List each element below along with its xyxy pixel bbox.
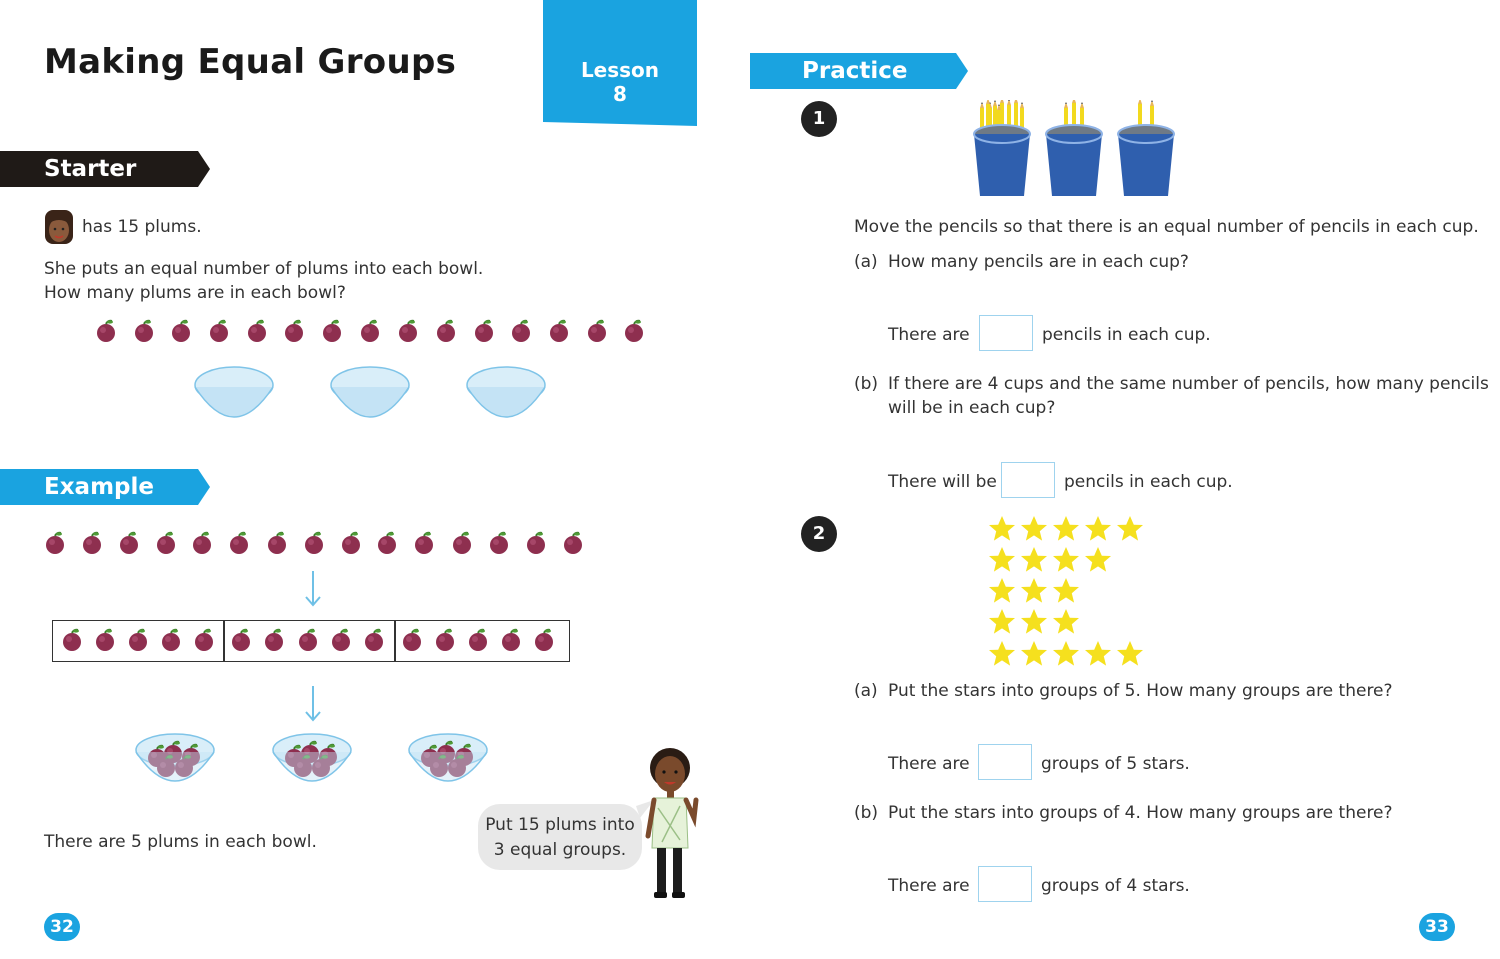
q1-a-label: (a)	[854, 252, 878, 272]
star-icon	[1053, 609, 1079, 634]
q1-instruction: Move the pencils so that there is an equal number of pencils in each cup.	[854, 217, 1479, 237]
star-icon	[1085, 516, 1111, 541]
bowl-icon	[467, 367, 545, 417]
q1-b-text1: If there are 4 cups and the same number of pencils, how many pencils	[888, 374, 1489, 394]
page-number-right: 33	[1419, 913, 1455, 941]
q1-b-before: There will be	[888, 472, 997, 492]
plum-icon	[512, 320, 530, 342]
page-title: Making Equal Groups	[44, 42, 457, 82]
plum-icon	[120, 532, 138, 554]
plum-icon	[46, 532, 64, 554]
bowl-icon	[409, 734, 487, 781]
q1-a-answer-box[interactable]	[979, 315, 1033, 351]
star-icon	[1085, 641, 1111, 666]
pencil-cup-icon	[1046, 125, 1102, 196]
q1-b-answer-box[interactable]	[1001, 462, 1055, 498]
starter-heading: Starter	[44, 156, 137, 182]
lesson-number: 8	[613, 82, 627, 106]
grouped-plums-box	[52, 620, 570, 662]
star-icon	[1021, 609, 1047, 634]
girl-avatar-icon	[44, 208, 74, 246]
lesson-tab	[543, 0, 697, 126]
bowl-icon	[331, 367, 409, 417]
plum-icon	[83, 532, 101, 554]
star-group	[986, 512, 1148, 672]
speech-bubble	[478, 804, 642, 870]
star-icon	[989, 547, 1015, 572]
star-icon	[1053, 641, 1079, 666]
practice-heading: Practice	[802, 58, 908, 84]
practice-banner	[750, 53, 968, 89]
question-1-number: 1	[801, 101, 837, 137]
q2-a-text: Put the stars into groups of 5. How many groups are there?	[888, 681, 1393, 701]
star-icon	[1021, 516, 1047, 541]
q2-a-before: There are	[888, 754, 970, 774]
plum-icon	[550, 320, 568, 342]
pencil-cup-icon	[1118, 125, 1174, 196]
bowl-icon	[136, 734, 214, 781]
starter-line2: She puts an equal number of plums into each bowl.	[44, 259, 484, 279]
q2-a-after: groups of 5 stars.	[1041, 754, 1190, 774]
plum-icon	[210, 320, 228, 342]
plum-icon	[399, 320, 417, 342]
boy-character-icon	[640, 740, 702, 902]
q2-a-answer-box[interactable]	[978, 744, 1032, 780]
plum-icon	[248, 320, 266, 342]
pencil-cups	[966, 100, 1186, 202]
starter-illustration	[80, 315, 670, 435]
star-icon	[1021, 641, 1047, 666]
q2-b-answer-box[interactable]	[978, 866, 1032, 902]
starter-banner	[0, 151, 210, 187]
speech-line1: Put 15 plums into	[485, 815, 635, 835]
plum-icon	[157, 532, 175, 554]
plum-icon	[230, 532, 248, 554]
q2-b-after: groups of 4 stars.	[1041, 876, 1190, 896]
q1-a-after: pencils in each cup.	[1042, 325, 1211, 345]
plum-icon	[285, 320, 303, 342]
plum-icon	[415, 532, 433, 554]
plum-icon	[625, 320, 643, 342]
q1-b-label: (b)	[854, 374, 879, 394]
starter-line1: has 15 plums.	[82, 217, 202, 237]
q1-a-text: How many pencils are in each cup?	[888, 252, 1189, 272]
plum-icon	[305, 532, 323, 554]
plum-icon	[588, 320, 606, 342]
plum-icon	[490, 532, 508, 554]
question-2-number: 2	[801, 516, 837, 552]
q2-b-text: Put the stars into groups of 4. How many groups are there?	[888, 803, 1393, 823]
plum-icon	[564, 532, 582, 554]
plum-icon	[475, 320, 493, 342]
star-icon	[1053, 547, 1079, 572]
lesson-label: Lesson	[580, 58, 660, 82]
page-number-left: 32	[44, 913, 80, 941]
plum-icon	[527, 532, 545, 554]
plum-icon	[342, 532, 360, 554]
example-conclusion: There are 5 plums in each bowl.	[44, 832, 317, 852]
star-icon	[989, 641, 1015, 666]
star-icon	[1117, 641, 1143, 666]
plum-icon	[268, 532, 286, 554]
star-icon	[989, 609, 1015, 634]
star-icon	[989, 516, 1015, 541]
plum-icon	[378, 532, 396, 554]
starter-line3: How many plums are in each bowl?	[44, 283, 346, 303]
star-icon	[1085, 547, 1111, 572]
plum-icon	[323, 320, 341, 342]
q1-b-text2: will be in each cup?	[888, 398, 1056, 418]
star-icon	[1021, 547, 1047, 572]
plum-icon	[172, 320, 190, 342]
plum-icon	[361, 320, 379, 342]
example-plum-row	[36, 530, 596, 560]
down-arrow-icon	[303, 685, 323, 723]
full-bowls	[120, 730, 510, 800]
speech-line2: 3 equal groups.	[493, 840, 627, 860]
example-banner	[0, 469, 210, 505]
q2-b-before: There are	[888, 876, 970, 896]
star-icon	[1021, 578, 1047, 603]
star-icon	[1117, 516, 1143, 541]
bowl-icon	[273, 734, 351, 781]
plum-icon	[453, 532, 471, 554]
q2-b-label: (b)	[854, 803, 879, 823]
star-icon	[1053, 516, 1079, 541]
example-heading: Example	[44, 474, 154, 500]
q2-a-label: (a)	[854, 681, 878, 701]
plum-icon	[135, 320, 153, 342]
plum-icon	[97, 320, 115, 342]
q1-a-before: There are	[888, 325, 970, 345]
down-arrow-icon	[303, 570, 323, 608]
pencil-cup-icon	[974, 125, 1030, 196]
star-icon	[1053, 578, 1079, 603]
plum-icon	[437, 320, 455, 342]
q1-b-after: pencils in each cup.	[1064, 472, 1233, 492]
star-icon	[989, 578, 1015, 603]
plum-icon	[193, 532, 211, 554]
bowl-icon	[195, 367, 273, 417]
